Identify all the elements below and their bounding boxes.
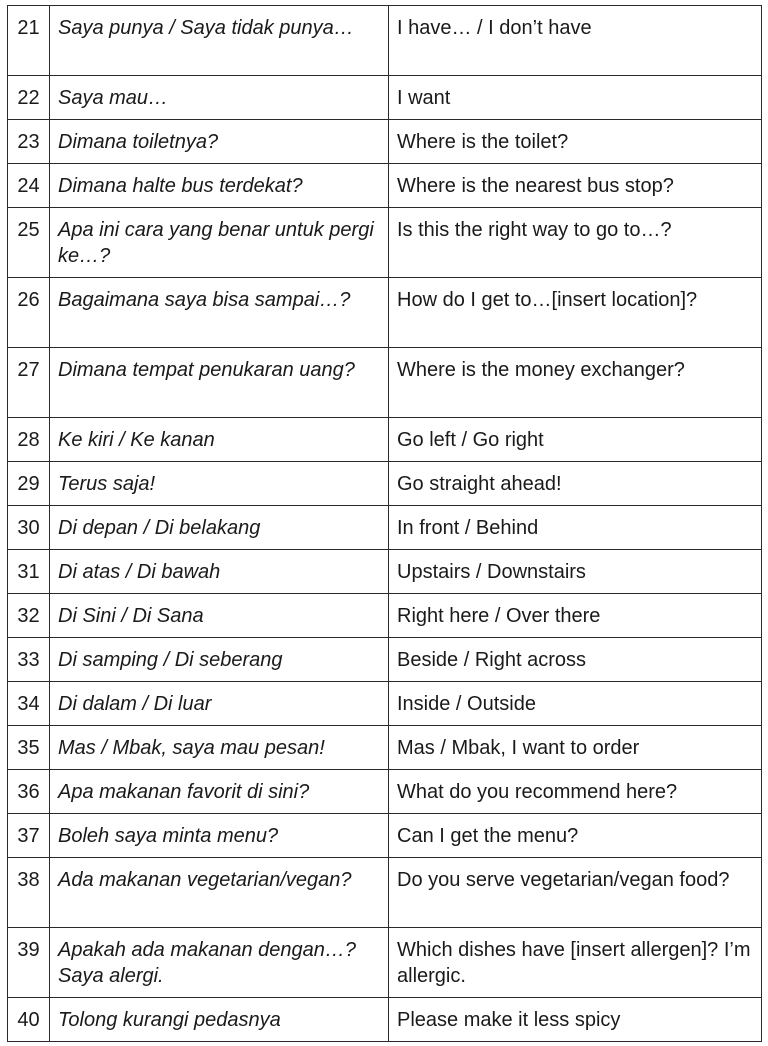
indonesian-phrase: Di depan / Di belakang bbox=[50, 506, 389, 550]
english-translation: What do you recommend here? bbox=[389, 770, 762, 814]
table-row bbox=[8, 594, 762, 638]
indonesian-phrase: Bagaimana saya bisa sampai…? bbox=[50, 278, 389, 348]
row-number: 25 bbox=[8, 208, 50, 278]
english-translation: Which dishes have [insert allergen]? I’m allergic. bbox=[389, 928, 762, 998]
indonesian-phrase: Apa makanan favorit di sini? bbox=[50, 770, 389, 814]
row-number: 31 bbox=[8, 550, 50, 594]
indonesian-phrase: Apakah ada makanan dengan…? Saya alergi. bbox=[50, 928, 389, 998]
table-row bbox=[8, 6, 762, 76]
table-row bbox=[8, 208, 762, 278]
row-number: 40 bbox=[8, 998, 50, 1042]
row-number: 26 bbox=[8, 278, 50, 348]
english-translation: Mas / Mbak, I want to order bbox=[389, 726, 762, 770]
row-number: 22 bbox=[8, 76, 50, 120]
row-number: 30 bbox=[8, 506, 50, 550]
english-translation: Where is the money exchanger? bbox=[389, 348, 762, 418]
english-translation: Go left / Go right bbox=[389, 418, 762, 462]
row-number: 23 bbox=[8, 120, 50, 164]
indonesian-phrase: Dimana halte bus terdekat? bbox=[50, 164, 389, 208]
indonesian-phrase: Mas / Mbak, saya mau pesan! bbox=[50, 726, 389, 770]
indonesian-phrase: Di atas / Di bawah bbox=[50, 550, 389, 594]
phrase-table-body bbox=[8, 6, 762, 1042]
table-row bbox=[8, 928, 762, 998]
english-translation: I have… / I don’t have bbox=[389, 6, 762, 76]
row-number: 36 bbox=[8, 770, 50, 814]
row-number: 38 bbox=[8, 858, 50, 928]
english-translation: Please make it less spicy bbox=[389, 998, 762, 1042]
english-translation: Can I get the menu? bbox=[389, 814, 762, 858]
table-row bbox=[8, 550, 762, 594]
english-translation: Right here / Over there bbox=[389, 594, 762, 638]
indonesian-phrase: Boleh saya minta menu? bbox=[50, 814, 389, 858]
english-translation: In front / Behind bbox=[389, 506, 762, 550]
table-row bbox=[8, 638, 762, 682]
indonesian-phrase: Dimana tempat penukaran uang? bbox=[50, 348, 389, 418]
english-translation: Is this the right way to go to…? bbox=[389, 208, 762, 278]
table-row bbox=[8, 770, 762, 814]
english-translation: Where is the nearest bus stop? bbox=[389, 164, 762, 208]
phrase-table bbox=[7, 5, 762, 1042]
row-number: 33 bbox=[8, 638, 50, 682]
row-number: 24 bbox=[8, 164, 50, 208]
english-translation: I want bbox=[389, 76, 762, 120]
indonesian-phrase: Ada makanan vegetarian/vegan? bbox=[50, 858, 389, 928]
indonesian-phrase: Ke kiri / Ke kanan bbox=[50, 418, 389, 462]
row-number: 21 bbox=[8, 6, 50, 76]
indonesian-phrase: Di dalam / Di luar bbox=[50, 682, 389, 726]
table-row bbox=[8, 998, 762, 1042]
row-number: 28 bbox=[8, 418, 50, 462]
indonesian-phrase: Saya punya / Saya tidak punya… bbox=[50, 6, 389, 76]
english-translation: How do I get to…[insert location]? bbox=[389, 278, 762, 348]
row-number: 35 bbox=[8, 726, 50, 770]
table-row bbox=[8, 506, 762, 550]
row-number: 29 bbox=[8, 462, 50, 506]
table-row bbox=[8, 120, 762, 164]
indonesian-phrase: Terus saja! bbox=[50, 462, 389, 506]
indonesian-phrase: Apa ini cara yang benar untuk pergi ke…? bbox=[50, 208, 389, 278]
row-number: 34 bbox=[8, 682, 50, 726]
table-row bbox=[8, 418, 762, 462]
table-row bbox=[8, 682, 762, 726]
row-number: 32 bbox=[8, 594, 50, 638]
table-row bbox=[8, 814, 762, 858]
english-translation: Go straight ahead! bbox=[389, 462, 762, 506]
english-translation: Where is the toilet? bbox=[389, 120, 762, 164]
english-translation: Beside / Right across bbox=[389, 638, 762, 682]
row-number: 27 bbox=[8, 348, 50, 418]
indonesian-phrase: Saya mau… bbox=[50, 76, 389, 120]
table-row bbox=[8, 76, 762, 120]
row-number: 39 bbox=[8, 928, 50, 998]
table-row bbox=[8, 348, 762, 418]
table-row bbox=[8, 858, 762, 928]
table-row bbox=[8, 278, 762, 348]
english-translation: Upstairs / Downstairs bbox=[389, 550, 762, 594]
table-row bbox=[8, 462, 762, 506]
indonesian-phrase: Di Sini / Di Sana bbox=[50, 594, 389, 638]
indonesian-phrase: Di samping / Di seberang bbox=[50, 638, 389, 682]
table-row bbox=[8, 164, 762, 208]
indonesian-phrase: Tolong kurangi pedasnya bbox=[50, 998, 389, 1042]
indonesian-phrase: Dimana toiletnya? bbox=[50, 120, 389, 164]
table-row bbox=[8, 726, 762, 770]
english-translation: Do you serve vegetarian/vegan food? bbox=[389, 858, 762, 928]
row-number: 37 bbox=[8, 814, 50, 858]
english-translation: Inside / Outside bbox=[389, 682, 762, 726]
